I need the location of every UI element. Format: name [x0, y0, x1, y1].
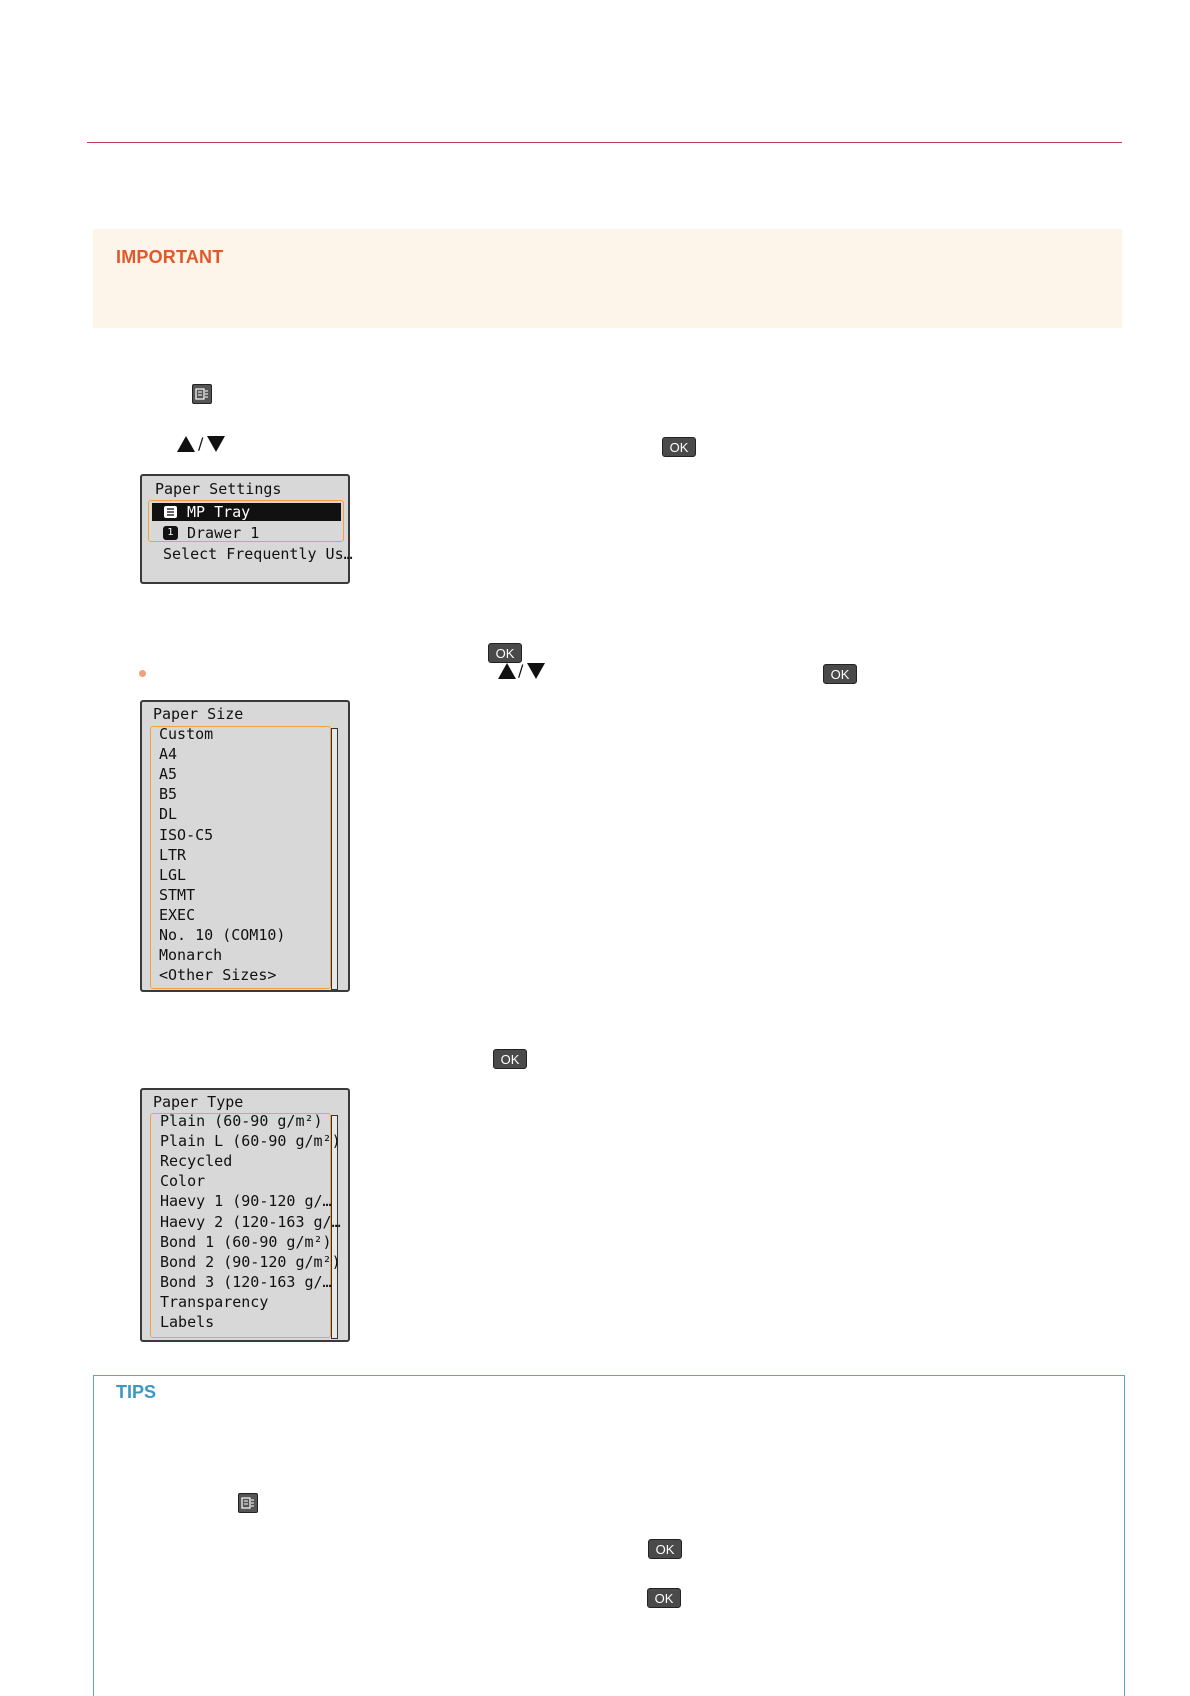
menu-item-mp-tray[interactable]: MP Tray — [187, 503, 251, 521]
list-item[interactable]: Bond 3 (120-163 g/… — [160, 1272, 332, 1291]
arrow-separator: / — [198, 434, 204, 453]
list-item[interactable]: Haevy 1 (90-120 g/… — [160, 1192, 332, 1211]
down-arrow-icon — [206, 434, 226, 454]
screen-title: Paper Type — [153, 1093, 244, 1111]
list-item[interactable]: A4 — [159, 745, 178, 764]
ok-key-icon: OK — [648, 1539, 682, 1559]
list-item[interactable]: LGL — [159, 865, 187, 884]
arrow-separator: / — [518, 661, 524, 680]
list-item[interactable]: Haevy 2 (120-163 g/… — [160, 1212, 341, 1231]
list-item[interactable]: Bond 2 (90-120 g/m²) — [160, 1252, 341, 1271]
header-rule — [87, 142, 1122, 143]
drawer-number-badge: 1 — [163, 526, 178, 540]
down-arrow-icon — [526, 661, 546, 681]
tips-title: TIPS — [116, 1382, 157, 1402]
scrollbar[interactable] — [331, 728, 338, 990]
list-item[interactable]: Monarch — [159, 946, 223, 965]
list-item[interactable]: No. 10 (COM10) — [159, 926, 286, 944]
menu-item-select-frequently[interactable]: Select Frequently Us… — [163, 545, 353, 563]
ok-key-icon: OK — [488, 643, 522, 663]
ok-key-icon: OK — [647, 1588, 681, 1608]
list-item[interactable]: DL — [159, 805, 178, 824]
paper-settings-key-icon — [192, 384, 212, 404]
ok-key-icon: OK — [823, 664, 857, 684]
list-item[interactable]: A5 — [159, 765, 178, 784]
up-arrow-icon — [176, 434, 196, 454]
lcd-paper-type — [140, 1088, 350, 1342]
list-item[interactable]: STMT — [159, 885, 196, 904]
list-item[interactable]: Plain (60-90 g/m²) — [160, 1112, 323, 1130]
list-item[interactable]: <Other Sizes> — [159, 966, 277, 985]
list-item[interactable]: ISO-C5 — [159, 825, 214, 844]
bullet-dot — [139, 670, 146, 677]
list-item[interactable]: Labels — [160, 1313, 215, 1331]
paper-settings-key-icon — [238, 1493, 258, 1513]
list-item[interactable]: Color — [160, 1172, 206, 1191]
list-item[interactable]: Bond 1 (60-90 g/m²) — [160, 1232, 332, 1251]
list-item[interactable]: Custom — [159, 725, 214, 743]
lcd-paper-settings — [140, 474, 353, 584]
list-item[interactable]: B5 — [159, 785, 178, 804]
ok-key-icon: OK — [493, 1049, 527, 1069]
lcd-paper-size — [140, 700, 350, 992]
important-title: IMPORTANT — [116, 247, 224, 267]
list-item[interactable]: Plain L (60-90 g/m²) — [160, 1132, 341, 1151]
important-box — [93, 229, 1122, 328]
screen-title: Paper Size — [153, 705, 244, 723]
list-item[interactable]: Transparency — [160, 1292, 269, 1311]
menu-item-drawer-1[interactable]: Drawer 1 — [187, 524, 260, 542]
tray-icon — [163, 505, 178, 519]
tips-box — [93, 1375, 1125, 1696]
list-item[interactable]: LTR — [159, 845, 187, 864]
list-item[interactable]: EXEC — [159, 905, 196, 924]
ok-key-icon: OK — [662, 437, 696, 457]
up-arrow-icon — [497, 661, 517, 681]
list-item[interactable]: Recycled — [160, 1152, 233, 1171]
screen-title: Paper Settings — [155, 480, 282, 498]
